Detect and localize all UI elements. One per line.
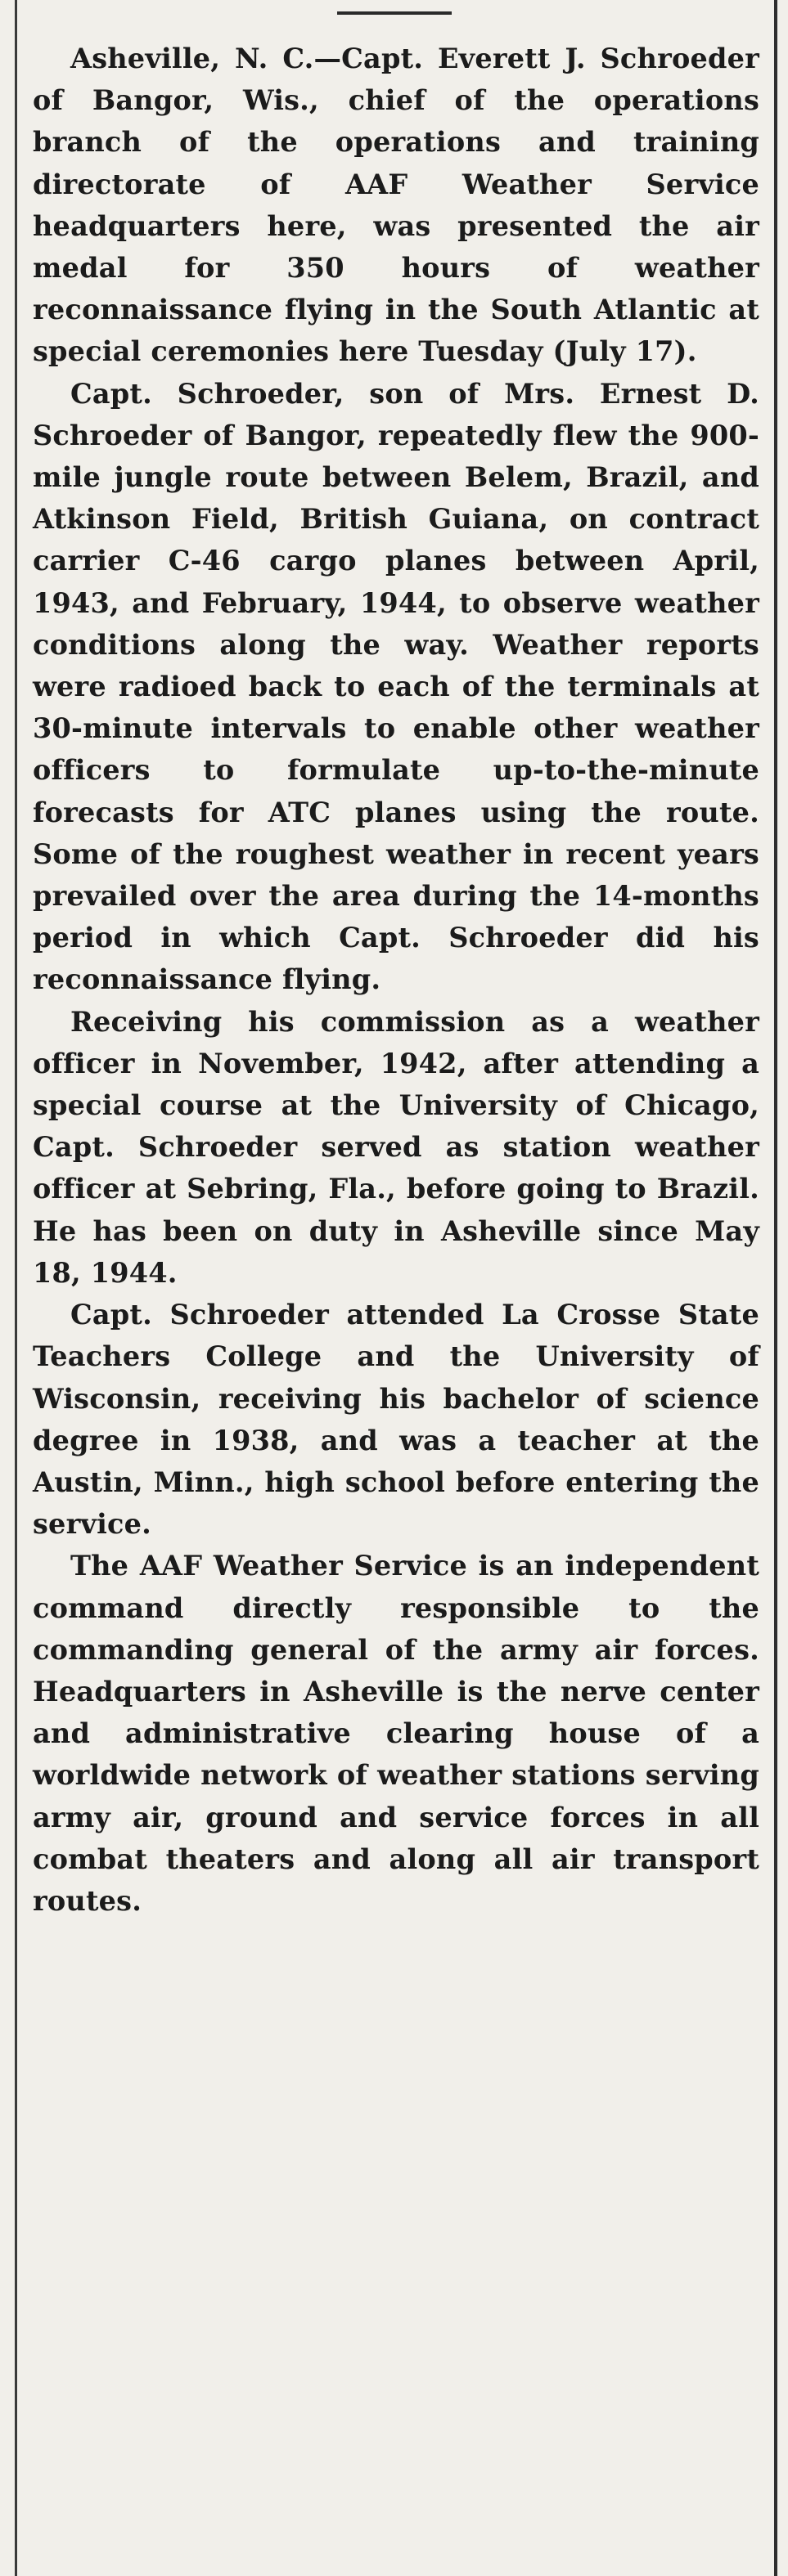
article-paragraph-1: Asheville, N. C.—Capt. Everett J. Schroeder of Bangor, Wis., chief of the operations branch of the operations and training directorate of AAF Weather Service headquarters here, was presented the air medal for 350 hours of weather reconnaissance flying in the South Atlantic at special ceremonies here Tuesday (July 17). bbox=[33, 43, 759, 368]
article-paragraph-3: Receiving his commission as a weather officer in November, 1942, after attending a special course at the University of Chicago, Capt. Schroeder served as station weather officer at Sebring, Fla., before going to Brazil. He has been on duty in Asheville since May 18, 1944. bbox=[33, 1005, 759, 1289]
right-column-rule bbox=[774, 0, 777, 2576]
left-column-rule bbox=[15, 0, 17, 2576]
article-paragraph-2: Capt. Schroeder, son of Mrs. Ernest D. Schroeder of Bangor, repeatedly flew the 900-mile jungle route between Belem, Brazil, and Atkinson Field, British Guiana, on contract carrier C-46 cargo planes between April, 1943, and February, 1944, to observe weather conditions along the way. Weather reports were radioed back to each of the terminals at 30-minute intervals to enable other weather officers to formulate up-to-the-minute forecasts for ATC planes using the route. Some of the roughest weather in recent years prevailed over the area during the 14-months period in which Capt. Schroeder did his reconnaissance flying. bbox=[33, 377, 759, 996]
top-rule bbox=[337, 11, 452, 15]
article-body bbox=[33, 38, 759, 1922]
article-paragraph-5: The AAF Weather Service is an independent command directly responsible to the commanding general of the army air forces. Headquarters in Asheville is the nerve center and administrative clearing house of a worldwide network of weather stations serving army air, ground and service forces in all combat theaters and along all air transport routes. bbox=[33, 1550, 759, 1917]
article-paragraph-4: Capt. Schroeder attended La Crosse State Teachers College and the University of Wisconsin, receiving his bachelor of science degree in 1938, and was a teacher at the Austin, Minn., high school before entering the service. bbox=[33, 1299, 759, 1541]
